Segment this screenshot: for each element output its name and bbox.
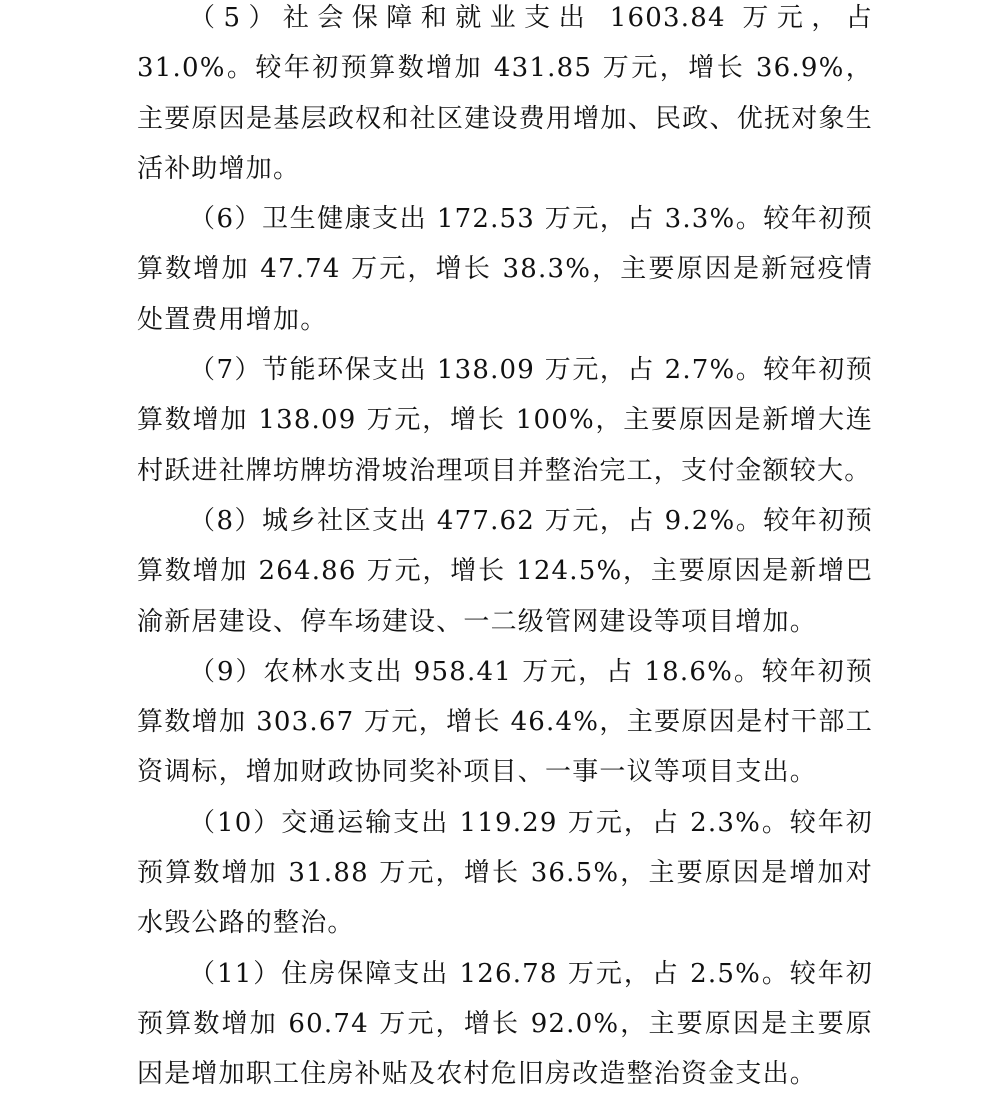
paragraph-health: （6）卫生健康支出 172.53 万元，占 3.3%。较年初预算数增加 47.74 万元，增长 38.3%，主要原因是新冠疫情处置费用增加。 bbox=[137, 204, 873, 335]
paragraph-housing: （11）住房保障支出 126.78 万元，占 2.5%。较年初预算数增加 60.74 万元，增长 92.0%，主要原因是主要原因是增加职工住房补贴及农村危旧房改造整治资金支出。 bbox=[137, 958, 873, 1090]
paragraph-urban-rural: （8）城乡社区支出 477.62 万元，占 9.2%。较年初预算数增加 264.86 万元，增长 124.5%，主要原因是新增巴渝新居建设、停车场建设、一二级管网建设等项目增加。 bbox=[137, 505, 873, 637]
paragraph-transport: （10）交通运输支出 119.29 万元，占 2.3%。较年初预算数增加 31.88 万元，增长 36.5%，主要原因是增加对水毁公路的整治。 bbox=[137, 807, 873, 939]
document-page bbox=[137, 0, 873, 1100]
paragraph-agriculture: （9）农林水支出 958.41 万元，占 18.6%。较年初预算数增加 303.67 万元，增长 46.4%，主要原因是村干部工资调标，增加财政协同奖补项目、一事一议等项目支出。 bbox=[137, 656, 873, 788]
paragraph-environment: （7）节能环保支出 138.09 万元，占 2.7%。较年初预算数增加 138.09 万元，增长 100%，主要原因是新增大连村跃进社牌坊牌坊滑坡治理项目并整治完工，支付金额较大。 bbox=[137, 355, 873, 486]
paragraph-social-security: （5）社会保障和就业支出 1603.84 万元，占 31.0%。较年初预算数增加 431.85 万元，增长 36.9%，主要原因是基层政权和社区建设费用增加、民政、优抚对象生活补助增加。 bbox=[137, 3, 873, 184]
